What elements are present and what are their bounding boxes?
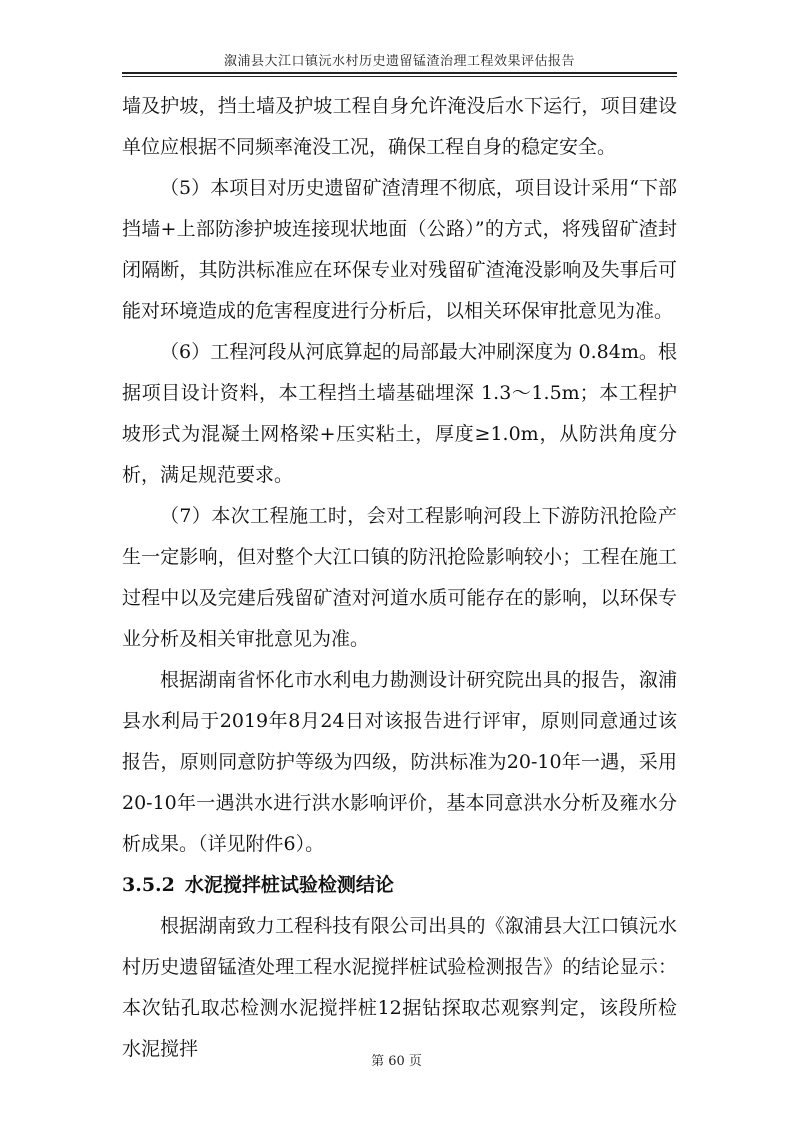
paragraph-review-conclusion: 根据湖南省怀化市水利电力勘测设计研究院出具的报告，溆浦县水利局于2019年8月24日对该报告进行评审，原则同意通过该报告，原则同意防护等级为四级，防洪标准为20-10年一遇，采用20-10年一遇洪水进行洪水影响评价，基本同意洪水分析及雍水分析成果。（详见附件6）。	[122, 669, 677, 855]
section-number: 3.5.2	[122, 874, 175, 896]
paragraph-item-5: （5）本项目对历史遗留矿渣清理不彻底，项目设计采用“下部挡墙+上部防渗护坡连接现状地面（公路）”的方式，将残留矿渣封闭隔断，其防洪标准应在环保专业对残留矿渣淹没影响及失事后可能对环境造成的危害程度进行分析后，以相关环保审批意见为准。	[122, 177, 677, 322]
header-rule-thick	[122, 72, 677, 74]
page-header-title: 溆浦县大江口镇沅水村历史遗留锰渣治理工程效果评估报告	[223, 54, 575, 69]
section-heading	[122, 865, 677, 906]
paragraph-item-7: （7）本次工程施工时，会对工程影响河段上下游防汛抢险产生一定影响，但对整个大江口镇的防汛抢险影响较小；工程在施工过程中以及完建后残留矿渣对河道水质可能存在的影响，以环保专业分析及相关审批意见为准。	[122, 505, 677, 650]
paragraph-item-6: （6）工程河段从河底算起的局部最大冲刷深度为 0.84m。根据项目设计资料，本工程挡土墙基础埋深 1.3～1.5m；本工程护坡形式为混凝土网格梁+压实粘土，厚度≥1.0m，从防洪角度分析，满足规范要求。	[122, 341, 677, 486]
paragraph-continuation: 墙及护坡，挡土墙及护坡工程自身允许淹没后水下运行，项目建设单位应根据不同频率淹没工况，确保工程自身的稳定安全。	[122, 95, 677, 158]
page-number: 第 60 页	[371, 1054, 422, 1069]
paragraph-test-report: 根据湖南致力工程科技有限公司出具的《溆浦县大江口镇沅水村历史遗留锰渣处理工程水泥搅拌桩试验检测报告》的结论显示：本次钻孔取芯检测水泥搅拌桩12据钻探取芯观察判定，该段所检水泥搅拌	[122, 915, 677, 1060]
page-content	[122, 86, 677, 1070]
header-rule-thin	[122, 76, 677, 77]
section-title: 水泥搅拌桩试验检测结论	[184, 874, 394, 896]
